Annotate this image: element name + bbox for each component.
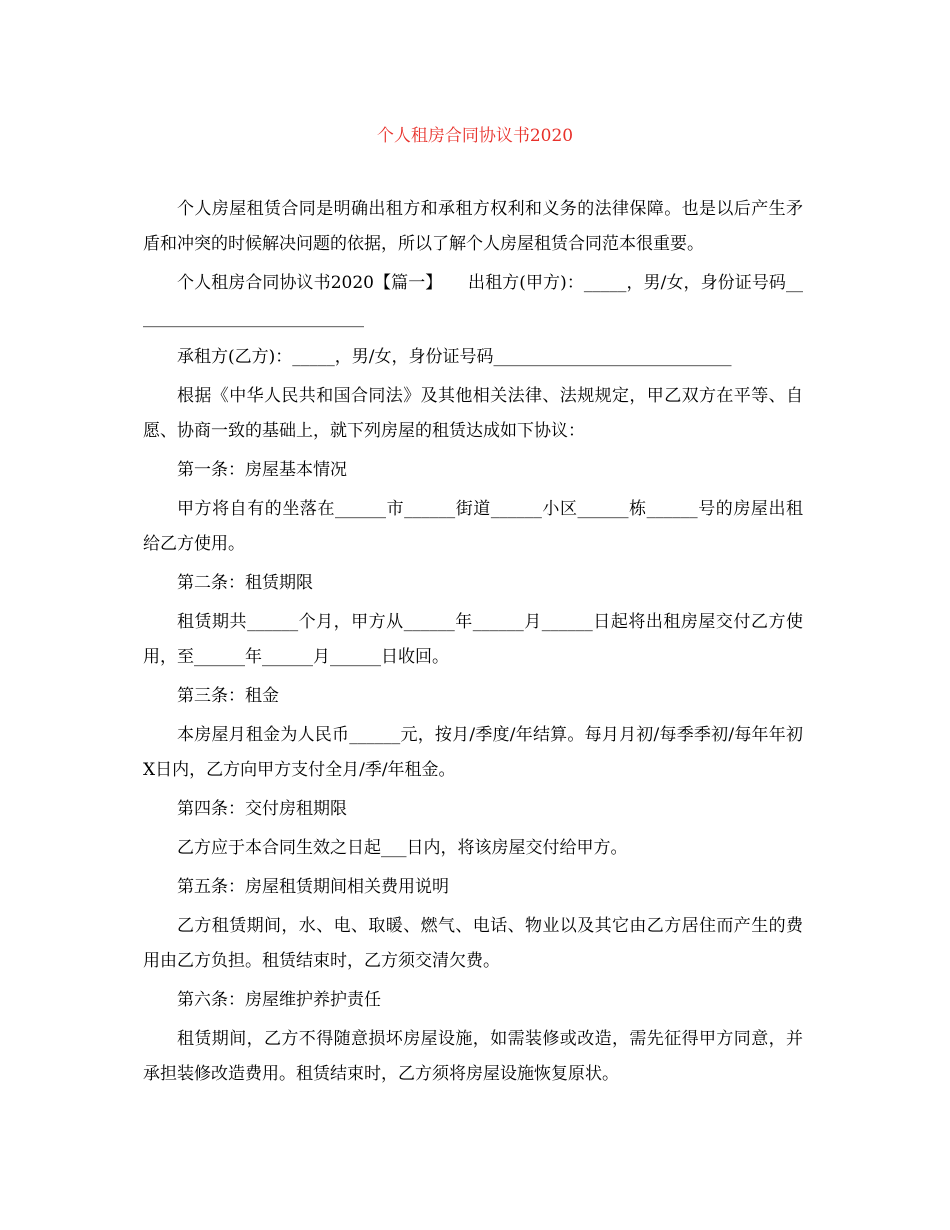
paragraph-lessee: 承租方(乙方)：_____，男/女，身份证号码____________________________: [177, 347, 732, 367]
article-heading: 第一条：房屋基本情况: [177, 460, 347, 480]
article-body: 租赁期间，乙方不得随意损坏房屋设施，如需装修或改造，需先征得甲方同意，并承担装修改造费用。租赁结束时，乙方须将房屋设施恢复原状。: [143, 1029, 803, 1084]
paragraph-basis: 根据《中华人民共和国合同法》及其他相关法律、法规规定，甲乙双方在平等、自愿、协商一致的基础上，就下列房屋的租赁达成如下协议：: [143, 386, 803, 441]
article-heading: 第六条：房屋维护养护责任: [177, 990, 381, 1010]
paragraph-intro: 个人房屋租赁合同是明确出租方和承租方权利和义务的法律保障。也是以后产生矛盾和冲突的时候解决问题的依据，所以了解个人房屋租赁合同范本很重要。: [143, 199, 803, 254]
article-body: 本房屋月租金为人民币______元，按月/季度/年结算。每月月初/每季季初/每年年初X日内，乙方向甲方支付全月/季/年租金。: [143, 725, 803, 780]
article-heading: 第三条：租金: [177, 686, 279, 706]
article-body: 乙方应于本合同生效之日起___日内，将该房屋交付给甲方。: [177, 838, 628, 858]
article-heading: 第二条：租赁期限: [177, 573, 313, 593]
article-heading: 第四条：交付房租期限: [177, 799, 347, 819]
article-body: 甲方将自有的坐落在______市______街道______小区______栋______号的房屋出租给乙方使用。: [143, 499, 803, 554]
document-body: [143, 192, 803, 1096]
document-title: 个人租房合同协议书2020: [376, 126, 574, 146]
article-body: 乙方租赁期间，水、电、取暖、燃气、电话、物业以及其它由乙方居住而产生的费用由乙方负担。租赁结束时，乙方须交清欠费。: [143, 916, 803, 971]
article-body: 租赁期共______个月，甲方从______年______月______日起将出租房屋交付乙方使用，至______年______月______日收回。: [143, 612, 803, 667]
paragraph-lessor: 个人租房合同协议书2020【篇一】 出租方(甲方)：_____，男/女，身份证号码____________________________: [143, 273, 803, 328]
article-heading: 第五条：房屋租赁期间相关费用说明: [177, 877, 449, 897]
